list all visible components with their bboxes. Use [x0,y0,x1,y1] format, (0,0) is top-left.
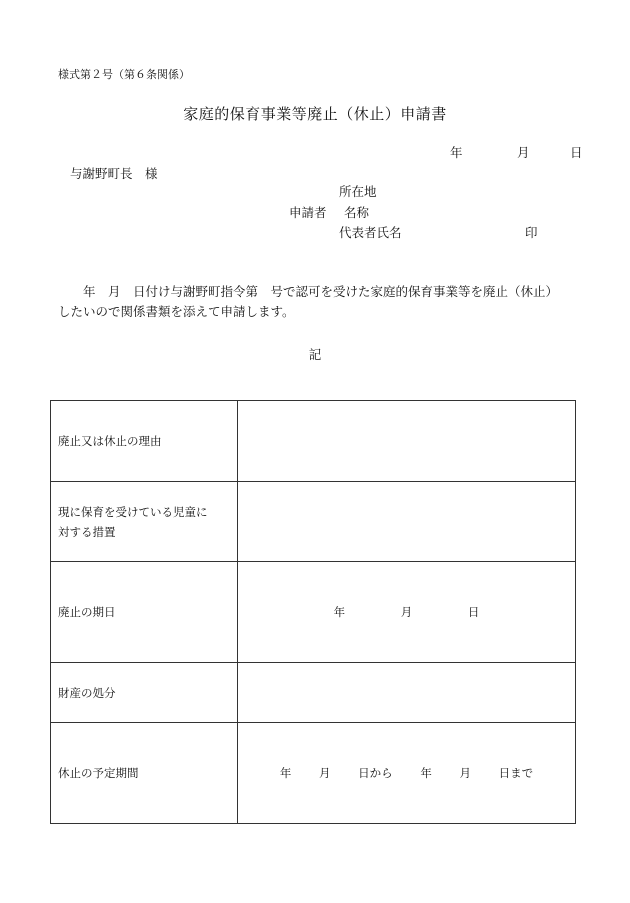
addressee: 与謝野町長 様 [70,166,158,181]
table-row [51,663,576,723]
application-details-table [50,400,576,824]
document-title: 家庭的保育事業等廃止（休止）申請書 [183,105,447,123]
address-label: 所在地 [339,184,377,199]
period-to-month-label: 月 [459,766,471,780]
date-day-label: 日 [570,145,583,160]
abolition-month-label: 月 [400,605,413,619]
reason-label: 廃止又は休止の理由 [51,401,238,482]
period-from-year-label: 年 [279,766,292,780]
period-to-year-label: 年 [420,766,432,780]
child-measures-label-line-1: 現に保育を受けている児童に [58,504,208,519]
applicant-label: 申請者 [289,205,327,220]
application-statement [58,282,586,322]
representative-label: 代表者氏名 [339,225,402,240]
abolition-date-field[interactable] [238,562,576,663]
seal-mark: 印 [525,225,538,240]
suspension-period-label: 休止の予定期間 [51,723,238,824]
statement-line-2: したいので関係書類を添えて申請します。 [58,304,295,319]
child-measures-label [51,482,238,562]
statement-line-1: 年 月 日付け与謝野町指令第 号で認可を受けた家庭的保育事業等を廃止（休止） [83,284,559,299]
table-row [51,562,576,663]
abolition-day-label: 日 [467,605,480,619]
form-number: 様式第２号（第６条関係） [58,68,190,81]
period-to-day-label: 日まで [498,766,534,780]
period-from-month-label: 月 [319,766,331,780]
abolition-date-label: 廃止の期日 [51,562,238,663]
property-disposal-label: 財産の処分 [51,663,238,723]
property-disposal-field[interactable] [238,663,576,723]
ki-heading: 記 [308,347,322,362]
date-month-label: 月 [517,145,530,160]
table-row [51,482,576,562]
child-measures-field[interactable] [238,482,576,562]
name-label: 名称 [344,205,370,220]
reason-field[interactable] [238,401,576,482]
table-row [51,401,576,482]
child-measures-label-line-2: 対する措置 [58,524,116,539]
period-from-day-label: 日から [358,766,393,780]
suspension-period-field[interactable] [238,723,576,824]
abolition-year-label: 年 [333,605,346,619]
table-row [51,723,576,824]
date-year-label: 年 [450,145,463,160]
